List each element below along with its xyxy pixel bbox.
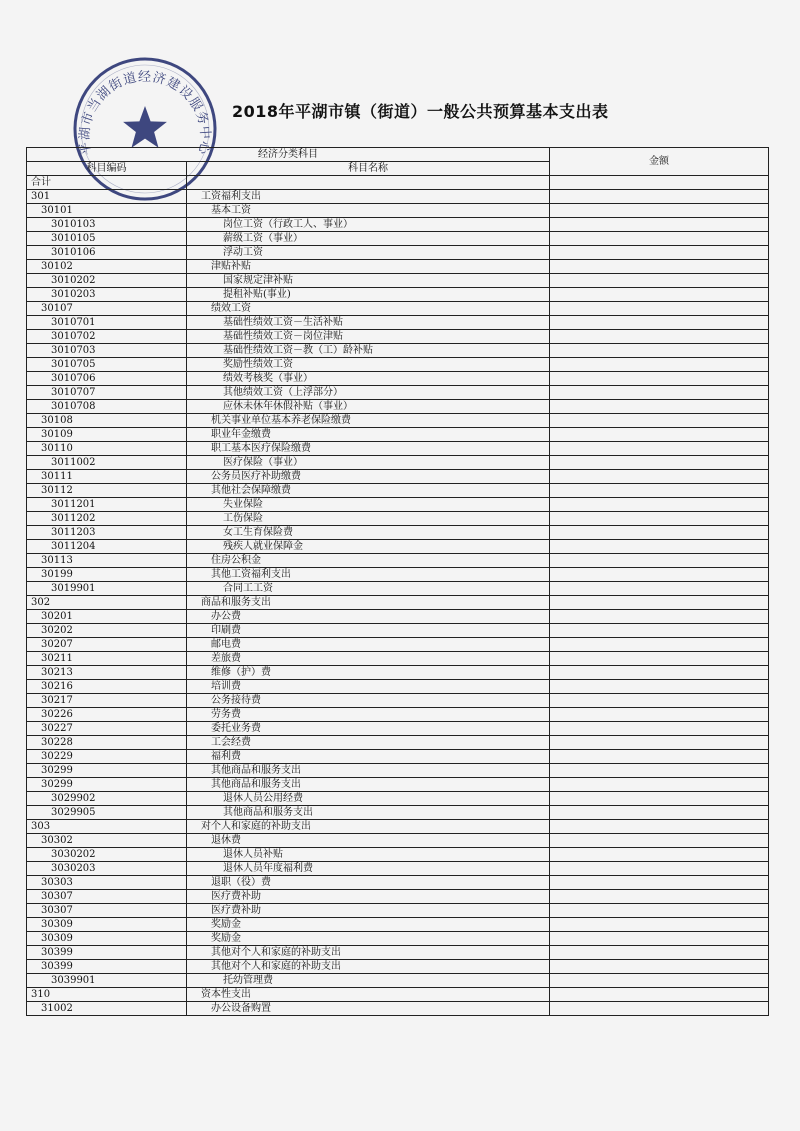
row-amount (550, 274, 769, 288)
row-name: 邮电费 (187, 638, 550, 652)
table-row (27, 708, 769, 722)
row-amount (550, 876, 769, 890)
row-amount (550, 904, 769, 918)
table-row (27, 974, 769, 988)
row-name: 基础性绩效工资－教（工）龄补贴 (187, 344, 550, 358)
row-name: 绩效考核奖（事业） (187, 372, 550, 386)
row-amount (550, 652, 769, 666)
table-row (27, 750, 769, 764)
row-name: 奖励金 (187, 932, 550, 946)
row-name (187, 176, 550, 190)
row-code: 30226 (27, 708, 187, 722)
row-code: 合计 (27, 176, 187, 190)
header-name: 科目名称 (187, 162, 550, 176)
row-code: 30202 (27, 624, 187, 638)
row-name: 其他商品和服务支出 (187, 806, 550, 820)
row-amount (550, 526, 769, 540)
row-amount (550, 624, 769, 638)
row-code: 30199 (27, 568, 187, 582)
row-name: 应休未休年休假补贴（事业） (187, 400, 550, 414)
row-name: 医疗费补助 (187, 904, 550, 918)
row-code: 30399 (27, 960, 187, 974)
row-amount (550, 890, 769, 904)
row-name: 浮动工资 (187, 246, 550, 260)
row-code: 3039901 (27, 974, 187, 988)
row-code: 3010701 (27, 316, 187, 330)
table-row (27, 470, 769, 484)
table-row (27, 400, 769, 414)
row-code: 30108 (27, 414, 187, 428)
row-code: 3010202 (27, 274, 187, 288)
table-row (27, 778, 769, 792)
row-code: 3010708 (27, 400, 187, 414)
table-row (27, 568, 769, 582)
table-row (27, 358, 769, 372)
row-amount (550, 582, 769, 596)
row-code: 303 (27, 820, 187, 834)
row-code: 30309 (27, 918, 187, 932)
row-name: 对个人和家庭的补助支出 (187, 820, 550, 834)
table-row (27, 554, 769, 568)
row-name: 基础性绩效工资－生活补贴 (187, 316, 550, 330)
table-row (27, 176, 769, 190)
row-amount (550, 722, 769, 736)
budget-table (26, 147, 769, 1016)
table-row (27, 596, 769, 610)
row-code: 30399 (27, 946, 187, 960)
row-code: 30217 (27, 694, 187, 708)
row-code: 3010103 (27, 218, 187, 232)
row-code: 3010203 (27, 288, 187, 302)
row-name: 失业保险 (187, 498, 550, 512)
row-code: 3029905 (27, 806, 187, 820)
row-amount (550, 750, 769, 764)
row-code: 30201 (27, 610, 187, 624)
row-code: 3010106 (27, 246, 187, 260)
row-amount (550, 246, 769, 260)
row-code: 3010705 (27, 358, 187, 372)
row-code: 3011203 (27, 526, 187, 540)
table-row (27, 232, 769, 246)
row-name: 培训费 (187, 680, 550, 694)
row-name: 托幼管理费 (187, 974, 550, 988)
row-amount (550, 694, 769, 708)
row-amount (550, 666, 769, 680)
row-code: 3011204 (27, 540, 187, 554)
row-code: 30110 (27, 442, 187, 456)
row-amount (550, 960, 769, 974)
row-name: 其他商品和服务支出 (187, 778, 550, 792)
row-code: 3011202 (27, 512, 187, 526)
row-code: 30303 (27, 876, 187, 890)
row-code: 3010105 (27, 232, 187, 246)
row-amount (550, 848, 769, 862)
table-row (27, 414, 769, 428)
row-amount (550, 358, 769, 372)
row-code: 3019901 (27, 582, 187, 596)
row-amount (550, 400, 769, 414)
header-code: 科目编码 (27, 162, 187, 176)
row-code: 3010706 (27, 372, 187, 386)
row-name: 合同工工资 (187, 582, 550, 596)
row-amount (550, 596, 769, 610)
table-row (27, 288, 769, 302)
row-amount (550, 428, 769, 442)
table-row (27, 330, 769, 344)
row-name: 商品和服务支出 (187, 596, 550, 610)
row-amount (550, 568, 769, 582)
table-row (27, 694, 769, 708)
row-name: 工伤保险 (187, 512, 550, 526)
table-row (27, 190, 769, 204)
table-row (27, 498, 769, 512)
row-code: 3011201 (27, 498, 187, 512)
row-name: 津贴补贴 (187, 260, 550, 274)
header-amount: 金额 (550, 148, 769, 176)
row-code: 30228 (27, 736, 187, 750)
row-amount (550, 946, 769, 960)
table-row (27, 638, 769, 652)
row-name: 退休人员补贴 (187, 848, 550, 862)
row-amount (550, 456, 769, 470)
row-name: 其他社会保障缴费 (187, 484, 550, 498)
row-code: 310 (27, 988, 187, 1002)
row-code: 3029902 (27, 792, 187, 806)
table-row (27, 666, 769, 680)
row-name: 女工生育保险费 (187, 526, 550, 540)
row-amount (550, 316, 769, 330)
row-name: 奖励金 (187, 918, 550, 932)
row-name: 委托业务费 (187, 722, 550, 736)
row-name: 基本工资 (187, 204, 550, 218)
row-name: 其他绩效工资（上浮部分） (187, 386, 550, 400)
row-name: 公务接待费 (187, 694, 550, 708)
row-amount (550, 540, 769, 554)
table-row (27, 218, 769, 232)
table-row (27, 1002, 769, 1016)
table-row (27, 344, 769, 358)
table-row (27, 736, 769, 750)
row-name: 医疗保险（事业） (187, 456, 550, 470)
row-amount (550, 190, 769, 204)
row-amount (550, 638, 769, 652)
row-name: 工会经费 (187, 736, 550, 750)
row-name: 其他商品和服务支出 (187, 764, 550, 778)
row-name: 国家规定津补贴 (187, 274, 550, 288)
row-name: 岗位工资（行政工人、事业） (187, 218, 550, 232)
row-code: 30299 (27, 778, 187, 792)
row-name: 医疗费补助 (187, 890, 550, 904)
row-amount (550, 470, 769, 484)
row-code: 30307 (27, 890, 187, 904)
table-row (27, 246, 769, 260)
row-code: 30229 (27, 750, 187, 764)
table-row (27, 946, 769, 960)
row-amount (550, 484, 769, 498)
row-code: 30111 (27, 470, 187, 484)
table-body (27, 176, 769, 1016)
row-amount (550, 302, 769, 316)
row-code: 30302 (27, 834, 187, 848)
table-row (27, 918, 769, 932)
row-amount (550, 442, 769, 456)
row-code: 30109 (27, 428, 187, 442)
table-row (27, 512, 769, 526)
row-amount (550, 204, 769, 218)
row-amount (550, 932, 769, 946)
row-code: 30102 (27, 260, 187, 274)
row-name: 退职（役）费 (187, 876, 550, 890)
row-amount (550, 232, 769, 246)
row-name: 福利费 (187, 750, 550, 764)
row-name: 残疾人就业保障金 (187, 540, 550, 554)
table-row (27, 526, 769, 540)
row-name: 办公费 (187, 610, 550, 624)
table-row (27, 820, 769, 834)
row-amount (550, 862, 769, 876)
row-name: 奖励性绩效工资 (187, 358, 550, 372)
table-row (27, 372, 769, 386)
row-code: 30101 (27, 204, 187, 218)
table-row (27, 722, 769, 736)
row-amount (550, 918, 769, 932)
row-name: 资本性支出 (187, 988, 550, 1002)
row-amount (550, 708, 769, 722)
row-amount (550, 974, 769, 988)
page-title: 2018年平湖市镇（街道）一般公共预算基本支出表 (232, 102, 609, 121)
table-row (27, 806, 769, 820)
row-name: 维修（护）费 (187, 666, 550, 680)
row-name: 机关事业单位基本养老保险缴费 (187, 414, 550, 428)
table-row (27, 260, 769, 274)
row-amount (550, 288, 769, 302)
table-row (27, 792, 769, 806)
row-code: 3030202 (27, 848, 187, 862)
row-name: 住房公积金 (187, 554, 550, 568)
row-name: 薪级工资（事业） (187, 232, 550, 246)
row-code: 3010702 (27, 330, 187, 344)
row-code: 3010707 (27, 386, 187, 400)
table-row (27, 610, 769, 624)
row-code: 30213 (27, 666, 187, 680)
row-code: 30309 (27, 932, 187, 946)
row-code: 30216 (27, 680, 187, 694)
row-amount (550, 610, 769, 624)
table-row (27, 764, 769, 778)
table-row (27, 428, 769, 442)
row-name: 职工基本医疗保险缴费 (187, 442, 550, 456)
row-name: 其他工资福利支出 (187, 568, 550, 582)
table-row (27, 652, 769, 666)
row-name: 工资福利支出 (187, 190, 550, 204)
row-code: 30307 (27, 904, 187, 918)
row-name: 印刷费 (187, 624, 550, 638)
row-code: 30113 (27, 554, 187, 568)
row-amount (550, 512, 769, 526)
table-row (27, 386, 769, 400)
row-amount (550, 1002, 769, 1016)
table-row (27, 204, 769, 218)
table-row (27, 988, 769, 1002)
row-name: 办公设备购置 (187, 1002, 550, 1016)
table-row (27, 932, 769, 946)
row-code: 3030203 (27, 862, 187, 876)
row-amount (550, 834, 769, 848)
table-row (27, 960, 769, 974)
row-name: 公务员医疗补助缴费 (187, 470, 550, 484)
table-row (27, 582, 769, 596)
row-code: 30107 (27, 302, 187, 316)
table-row (27, 890, 769, 904)
row-name: 退休人员年度福利费 (187, 862, 550, 876)
row-amount (550, 736, 769, 750)
row-code: 30211 (27, 652, 187, 666)
row-amount (550, 680, 769, 694)
table-row (27, 848, 769, 862)
row-name: 绩效工资 (187, 302, 550, 316)
table-row (27, 680, 769, 694)
row-code: 30112 (27, 484, 187, 498)
row-code: 3011002 (27, 456, 187, 470)
row-code: 301 (27, 190, 187, 204)
table-row (27, 442, 769, 456)
seal-star-icon (123, 106, 167, 148)
row-code: 30227 (27, 722, 187, 736)
table-row (27, 274, 769, 288)
row-amount (550, 778, 769, 792)
row-name: 基础性绩效工资－岗位津贴 (187, 330, 550, 344)
row-code: 3010703 (27, 344, 187, 358)
row-name: 其他对个人和家庭的补助支出 (187, 960, 550, 974)
row-name: 提租补贴(事业) (187, 288, 550, 302)
row-code: 30299 (27, 764, 187, 778)
table-row (27, 862, 769, 876)
row-amount (550, 988, 769, 1002)
row-amount (550, 764, 769, 778)
table-row (27, 302, 769, 316)
table-row (27, 624, 769, 638)
row-amount (550, 792, 769, 806)
row-amount (550, 344, 769, 358)
table-row (27, 834, 769, 848)
row-name: 退休人员公用经费 (187, 792, 550, 806)
row-name: 劳务费 (187, 708, 550, 722)
table-row (27, 904, 769, 918)
header-economic-category: 经济分类科目 (27, 148, 550, 162)
table-row (27, 484, 769, 498)
row-amount (550, 806, 769, 820)
table-row (27, 316, 769, 330)
row-amount (550, 498, 769, 512)
table-row (27, 540, 769, 554)
row-amount (550, 414, 769, 428)
row-amount (550, 260, 769, 274)
row-name: 差旅费 (187, 652, 550, 666)
row-name: 其他对个人和家庭的补助支出 (187, 946, 550, 960)
row-amount (550, 554, 769, 568)
row-code: 31002 (27, 1002, 187, 1016)
table-row (27, 876, 769, 890)
svg-text:平湖市当湖街道经济建设服务中心: 平湖市当湖街道经济建设服务中心 (77, 69, 213, 157)
row-code: 302 (27, 596, 187, 610)
row-amount (550, 176, 769, 190)
row-name: 职业年金缴费 (187, 428, 550, 442)
row-amount (550, 330, 769, 344)
row-amount (550, 820, 769, 834)
row-amount (550, 218, 769, 232)
row-name: 退休费 (187, 834, 550, 848)
row-amount (550, 386, 769, 400)
row-amount (550, 372, 769, 386)
table-row (27, 456, 769, 470)
header-row-group (27, 148, 769, 162)
row-code: 30207 (27, 638, 187, 652)
